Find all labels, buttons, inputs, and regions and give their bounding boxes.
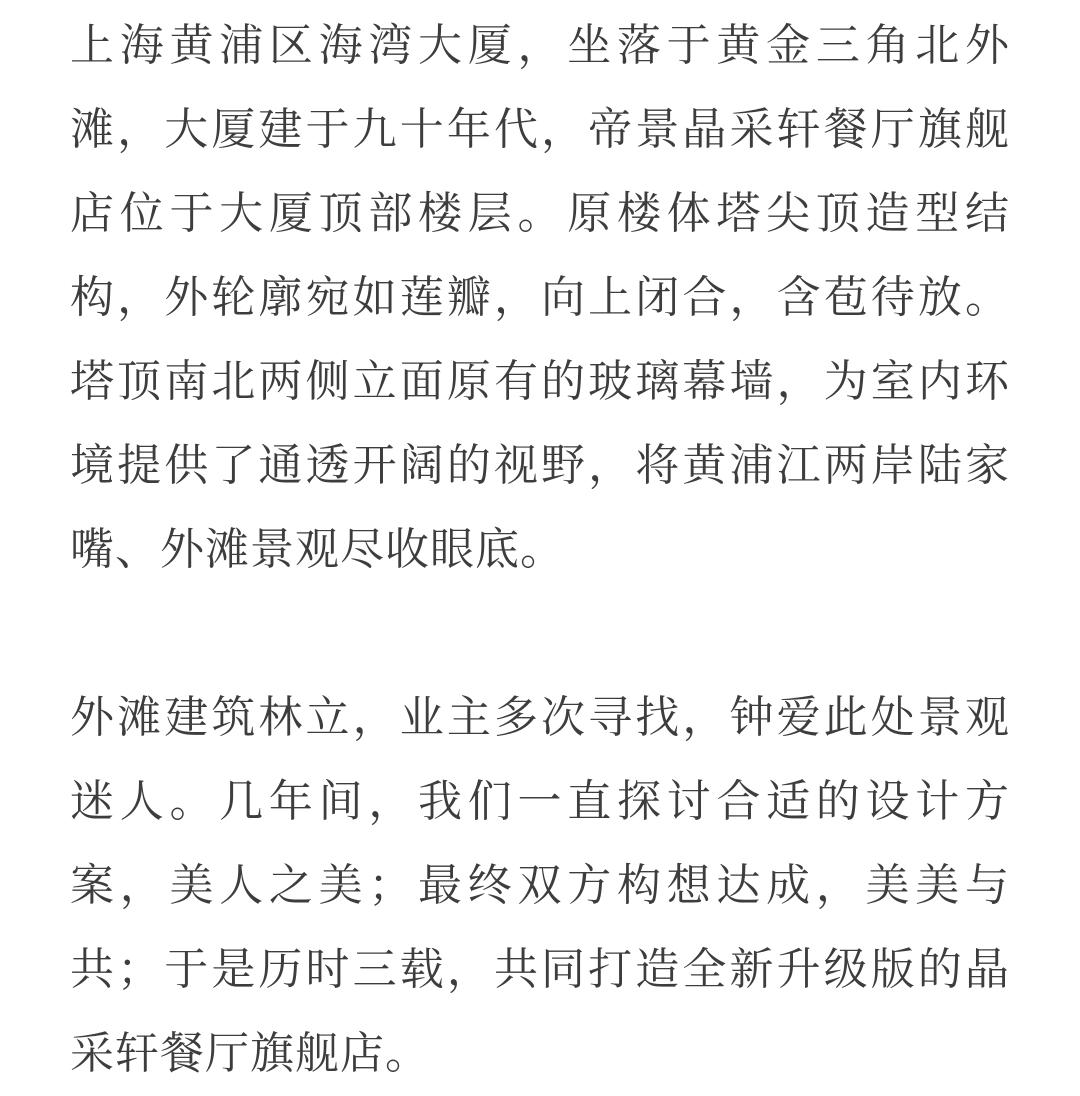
paragraph-2: 外滩建筑林立，业主多次寻找，钟爱此处景观迷人。几年间，我们一直探讨合适的设计方案，美人之美；最终双方构想达成，美美与共；于是历时三载，共同打造全新升级版的晶采轩餐厅旗舰店。 bbox=[70, 693, 1010, 1078]
paragraph-1: 上海黄浦区海湾大厦，坐落于黄金三角北外滩，大厦建于九十年代，帝景晶采轩餐厅旗舰店位于大厦顶部楼层。原楼体塔尖顶造型结构，外轮廓宛如莲瓣，向上闭合，含苞待放。塔顶南北两侧立面原有的玻璃幕墙，为室内环境提供了通透开阔的视野，将黄浦江两岸陆家嘴、外滩景观尽收眼底。 bbox=[70, 21, 1010, 574]
